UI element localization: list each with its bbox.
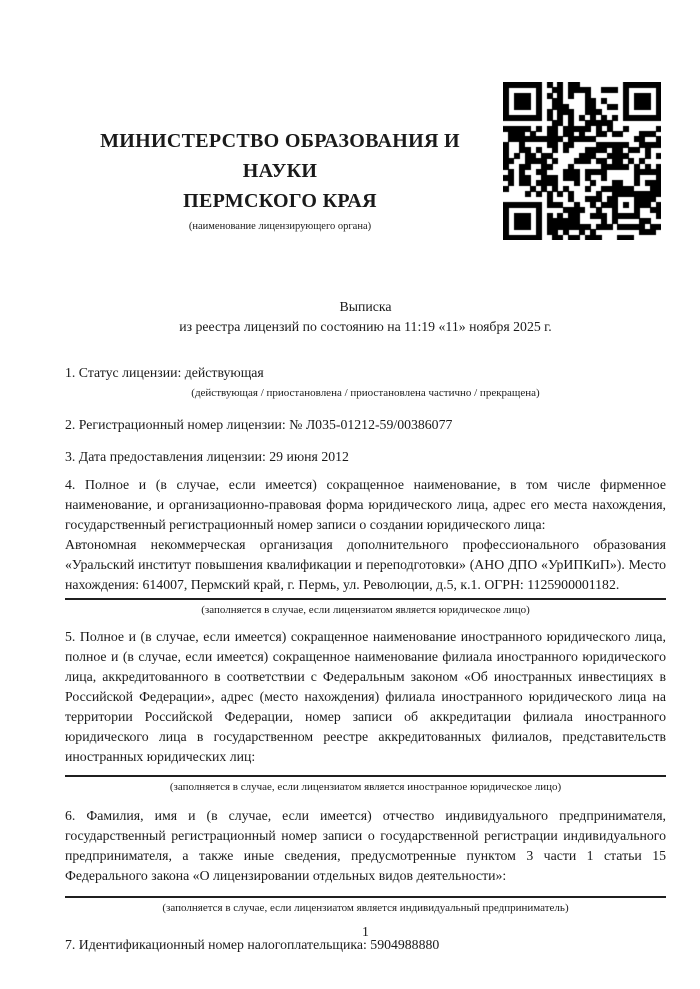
licensing-authority-header xyxy=(62,126,498,233)
foreign-entity-underline xyxy=(65,775,666,777)
document-body xyxy=(65,297,666,955)
legal-entity-value: Автономная некоммерческая организация дополнительного профессионального образования «Уральский институт повышения квалификации и переподготовки» (АНО ДПО «УрИПКиП»). Место нахождения: 614007, Пермский край, г. Пермь, ул. Революции, д.5, к.1. ОГРН: 1125900001182. xyxy=(65,537,666,592)
individual-entrepreneur-underline xyxy=(65,896,666,898)
foreign-entity-note: (заполняется в случае, если лицензиатом является иностранное юридическое лицо) xyxy=(169,781,562,793)
item-legal-entity xyxy=(65,475,666,617)
item-foreign-entity xyxy=(65,627,666,794)
document-title-line2: из реестра лицензий по состоянию на 11:19 «11» ноября 2025 г. xyxy=(179,319,552,334)
legal-entity-underline xyxy=(65,598,666,600)
ministry-name-line1: МИНИСТЕРСТВО ОБРАЗОВАНИЯ И НАУКИ xyxy=(100,130,460,182)
legal-entity-label: 4. Полное и (в случае, если имеется) сокращенное наименование, в том числе фирменное наименование, и организационно-правовая форма юридического лица, адрес его места нахождения, государственный регистрационный номер записи о создании юридического лица: xyxy=(65,477,666,532)
item-license-status xyxy=(65,363,666,400)
qr-code-icon xyxy=(503,82,661,240)
document-title xyxy=(65,297,666,337)
individual-entrepreneur-label: 6. Фамилия, имя и (в случае, если имеется) отчество индивидуального предпринимателя, государственный регистрационный номер записи о государственной регистрации индивидуального предпринимателя, а также иные сведения, предусмотренные пунктом 3 части 1 статьи 15 Федерального закона «О лицензировании отдельных видов деятельности»: xyxy=(65,808,666,883)
individual-entrepreneur-note: (заполняется в случае, если лицензиатом является индивидуальный предприниматель) xyxy=(162,902,569,914)
page-number: 1 xyxy=(362,924,369,939)
item-registration-number: 2. Регистрационный номер лицензии: № Л035-01212-59/00386077 xyxy=(65,417,453,432)
item-individual-entrepreneur xyxy=(65,806,666,915)
foreign-entity-label: 5. Полное и (в случае, если имеется) сокращенное наименование иностранного юридического лица, полное и (в случае, если имеется) сокращенное наименование филиала иностранного юридического лица, аккредитованного в соответствии с Федеральным законом «Об иностранных инвестициях в Российской Федерации», адрес (место нахождения) филиала иностранного юридического лица на территории Российской Федерации, номер записи об аккредитации филиала иностранного юридического лица в государственном реестре аккредитованных филиалов, представительств иностранных юридических лиц: xyxy=(65,629,666,764)
document-title-line1: Выписка xyxy=(339,299,392,314)
license-status-options-note: (действующая / приостановлена / приостановлена частично / прекращена) xyxy=(191,387,540,399)
item-grant-date: 3. Дата предоставления лицензии: 29 июня 2012 xyxy=(65,449,349,464)
item-taxpayer-inn: 7. Идентификационный номер налогоплательщика: 5904988880 xyxy=(65,937,440,952)
legal-entity-note: (заполняется в случае, если лицензиатом является юридическое лицо) xyxy=(201,604,530,616)
ministry-name-line2: ПЕРМСКОГО КРАЯ xyxy=(183,190,377,212)
licensing-authority-note: (наименование лицензирующего органа) xyxy=(188,221,372,232)
license-status-text: 1. Статус лицензии: действующая xyxy=(65,365,264,380)
